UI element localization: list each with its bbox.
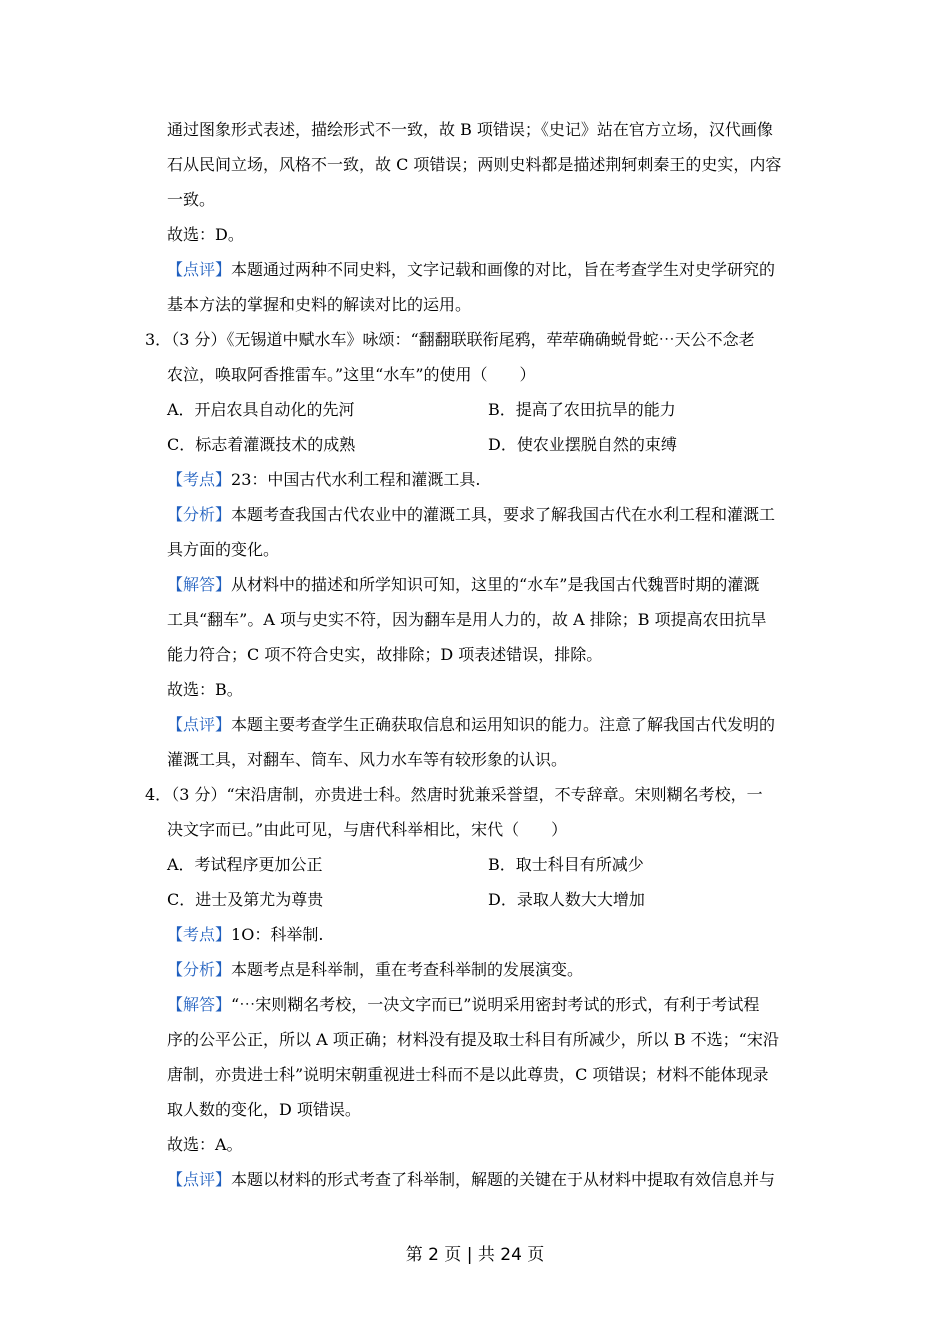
page-content (145, 112, 809, 1197)
option-b: B．取士科目有所减少 (488, 855, 644, 874)
option-c: C．标志着灌溉技术的成熟 (167, 435, 356, 454)
text-line: 一致。 (167, 190, 216, 209)
text-line: 序的公平公正，所以 A 项正确；材料没有提及取士科目有所减少，所以 B 不选；“宋沿 (167, 1030, 779, 1049)
kaodian-line (145, 462, 809, 497)
jieda-text: 从材料中的描述和所学知识可知，这里的“水车”是我国古代魏晋时期的灌溉 (231, 575, 760, 594)
answer-line: 故选：D。 (167, 225, 244, 244)
text-line: 唐制，亦贵进士科”说明宋朝重视进士科而不是以此尊贵，C 项错误；材料不能体现录 (167, 1065, 769, 1084)
answer-line: 故选：B。 (167, 680, 243, 699)
question-number: 3． (145, 330, 172, 349)
question-text: （3 分）“宋沿唐制，亦贵进士科。然唐时犹兼采誉望，不专辞章。宋则糊名考校，一 (171, 785, 763, 804)
kaodian-text: 23：中国古代水利工程和灌溉工具. (231, 470, 481, 489)
question-4 (145, 777, 809, 1197)
question-number: 4． (145, 785, 172, 804)
dianping-text: 本题主要考查学生正确获取信息和运用知识的能力。注意了解我国古代发明的 (231, 715, 776, 734)
kaodian-line (145, 917, 809, 952)
comment-text: 本题通过两种不同史料，文字记载和画像的对比，旨在考查学生对史学研究的 (231, 260, 776, 279)
answer-line: 故选：A。 (167, 1135, 243, 1154)
dianping-line (145, 707, 809, 742)
option-a: A．考试程序更加公正 (167, 855, 323, 874)
options-row (145, 392, 809, 427)
comment-tag: 【点评】 (167, 260, 232, 279)
text-line: 通过图象形式表述，描绘形式不一致，故 B 项错误；《史记》站在官方立场，汉代画像 (167, 120, 773, 139)
fenxi-line (145, 497, 809, 532)
text-line: 灌溉工具，对翻车、筒车、风力水车等有较形象的认识。 (167, 750, 568, 769)
question-text: （3 分）《无锡道中赋水车》咏颂：“翻翻联联衔尾鸦，荦荦确确蜕骨蛇⋯天公不念老 (171, 330, 755, 349)
dianping-line (145, 1162, 809, 1197)
jieda-tag: 【解答】 (167, 575, 232, 594)
text-line: 取人数的变化，D 项错误。 (167, 1100, 361, 1119)
option-a: A．开启农具自动化的先河 (167, 400, 355, 419)
question-stem (145, 322, 809, 357)
text-line: 农泣，唤取阿香推雷车。”这里“水车”的使用（ ） (167, 365, 536, 384)
kaodian-tag: 【考点】 (167, 925, 232, 944)
text-line: 决文字而已。”由此可见，与唐代科举相比，宋代（ ） (167, 820, 568, 839)
question-stem (145, 777, 809, 812)
question-3 (145, 322, 809, 777)
comment-line (145, 252, 809, 287)
options-row (145, 427, 809, 462)
fenxi-text: 本题考查我国古代农业中的灌溉工具，要求了解我国古代在水利工程和灌溉工 (231, 505, 776, 524)
kaodian-text: 1O：科举制. (231, 925, 324, 944)
kaodian-tag: 【考点】 (167, 470, 232, 489)
text-line: 基本方法的掌握和史料的解读对比的运用。 (167, 295, 472, 314)
text-line: 具方面的变化。 (167, 540, 280, 559)
jieda-line (145, 567, 809, 602)
dianping-tag: 【点评】 (167, 1170, 232, 1189)
option-b: B．提高了农田抗旱的能力 (488, 400, 676, 419)
fenxi-line (145, 952, 809, 987)
option-d: D．使农业摆脱自然的束缚 (488, 435, 677, 454)
fenxi-tag: 【分析】 (167, 960, 232, 979)
dianping-text: 本题以材料的形式考查了科举制，解题的关键在于从材料中提取有效信息并与 (231, 1170, 776, 1189)
option-c: C．进士及第尤为尊贵 (167, 890, 324, 909)
fenxi-text: 本题考点是科举制，重在考查科举制的发展演变。 (231, 960, 584, 979)
page-footer: 第 2 页 | 共 24 页 (405, 1245, 545, 1265)
text-line: 石从民间立场，风格不一致，故 C 项错误；两则史料都是描述荆轲刺秦王的史实，内容 (167, 155, 782, 174)
text-line: 能力符合；C 项不符合史实，故排除；D 项表述错误，排除。 (167, 645, 603, 664)
option-d: D．录取人数大大增加 (488, 890, 645, 909)
dianping-tag: 【点评】 (167, 715, 232, 734)
options-row (145, 882, 809, 917)
jieda-text: “⋯宋则糊名考校，一决文字而已”说明采用密封考试的形式，有利于考试程 (231, 995, 760, 1014)
jieda-tag: 【解答】 (167, 995, 232, 1014)
q2-continuation (145, 112, 809, 322)
text-line: 工具“翻车”。A 项与史实不符，因为翻车是用人力的，故 A 排除；B 项提高农田抗旱 (167, 610, 767, 629)
fenxi-tag: 【分析】 (167, 505, 232, 524)
options-row (145, 847, 809, 882)
jieda-line (145, 987, 809, 1022)
